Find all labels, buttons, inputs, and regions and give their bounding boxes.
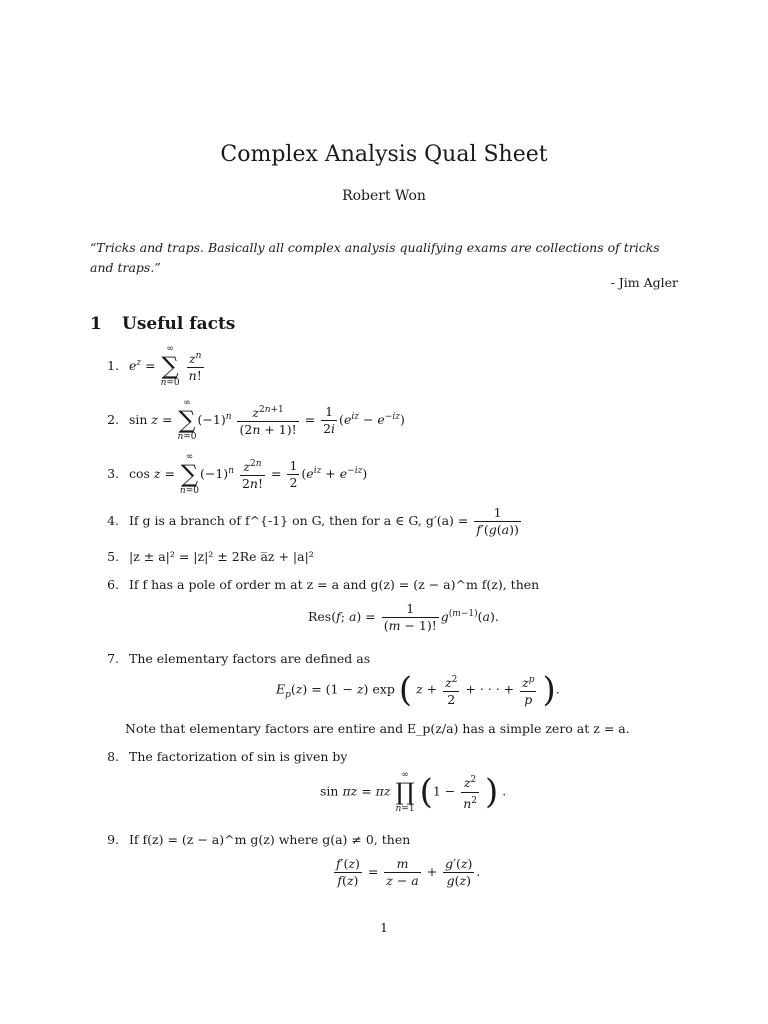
epigraph-quote: “Tricks and traps. Basically all complex analysis qualifying exams are collections of tricks and traps.” (90, 240, 660, 275)
formula-elementary-factor: $E_p(z) = (1 - z)$ exp ( z + $\frac{z^2}{2}$ + · · · + $\frac{z^p}{p}$ ). (276, 670, 560, 711)
item-text: |z ± a|² = |z|² ± 2Re a̅z + |a|² (128, 549, 314, 564)
formula-log-derivative: $\frac{f'(z)}{f(z)}$ = $\frac{m}{z - a}$ + $\frac{g'(z)}{g(z)}$ . (336, 856, 481, 888)
fact-item-2 (101, 398, 405, 442)
section-title: Useful facts (122, 314, 236, 334)
section-heading (90, 314, 235, 334)
item-text: If g is a branch of f^{-1} on G, then for a ∈ G, g′(a) = (128, 513, 469, 528)
fact-item-6 (101, 577, 539, 592)
epigraph-attribution: - Jim Agler (610, 275, 678, 290)
fact-item-1 (101, 344, 206, 388)
fact-item-5 (101, 549, 314, 564)
fact-item-3 (101, 452, 367, 496)
formula-residue: Res(f; a) = $\frac{1}{(m - 1)!}$ $g^{(m-1)}(a)$. (308, 601, 499, 633)
item-number: 9. (107, 832, 119, 847)
formula-exp-series: $e^z$ = ∞ ∑ n=0 $\frac{z^n}{n!}$ (128, 344, 202, 388)
item-text: The elementary factors are defined as (128, 651, 371, 666)
fact-item-8 (101, 749, 347, 764)
fact-item-4 (101, 505, 523, 538)
item-number: 4. (107, 513, 119, 528)
item-number: 2. (107, 411, 119, 427)
formula-cos-series: cos z = ∞ ∑ n=0 $(-1)^n$ $\frac{z^{2n}}{2n!}$ = $\frac{1}{2}$ $(e^{iz} + e^{-iz})$ (128, 452, 368, 496)
item-text: If f(z) = (z − a)^m g(z) where g(a) ≠ 0, then (128, 832, 411, 847)
item-text: The factorization of sin is given by (128, 749, 348, 764)
formula-sin-series: sin z = ∞ ∑ n=0 $(-1)^n$ $\frac{z^{2n+1}}{(2n + 1)!}$ = $\frac{1}{2i}$ $(e^{iz} - e^{-iz})$ (128, 398, 405, 442)
fact-item-7 (101, 651, 370, 666)
item-number: 1. (107, 357, 119, 373)
item-number: 7. (107, 651, 119, 666)
item-text: If f has a pole of order m at z = a and g(z) = (z − a)^m f(z), then (128, 577, 540, 592)
item-number: 8. (107, 749, 119, 764)
page-number: 1 (380, 920, 388, 935)
item-number: 5. (107, 549, 119, 564)
formula-sine-product: sin πz = πz ∞ ∏ n=1 (1 − $\frac{z^2}{n^2}$ ) . (320, 770, 507, 814)
item-number: 6. (107, 577, 119, 592)
elementary-factor-note: Note that elementary factors are entire and E_p(z/a) has a simple zero at z = a. (125, 721, 630, 736)
item-number: 3. (107, 465, 119, 481)
section-number: 1 (90, 314, 102, 334)
document-author: Robert Won (342, 188, 426, 204)
document-title: Complex Analysis Qual Sheet (220, 142, 548, 167)
fact-item-9 (101, 832, 410, 847)
formula-inverse-derivative: $\frac{1}{f'(g(a))}$ (476, 505, 519, 537)
